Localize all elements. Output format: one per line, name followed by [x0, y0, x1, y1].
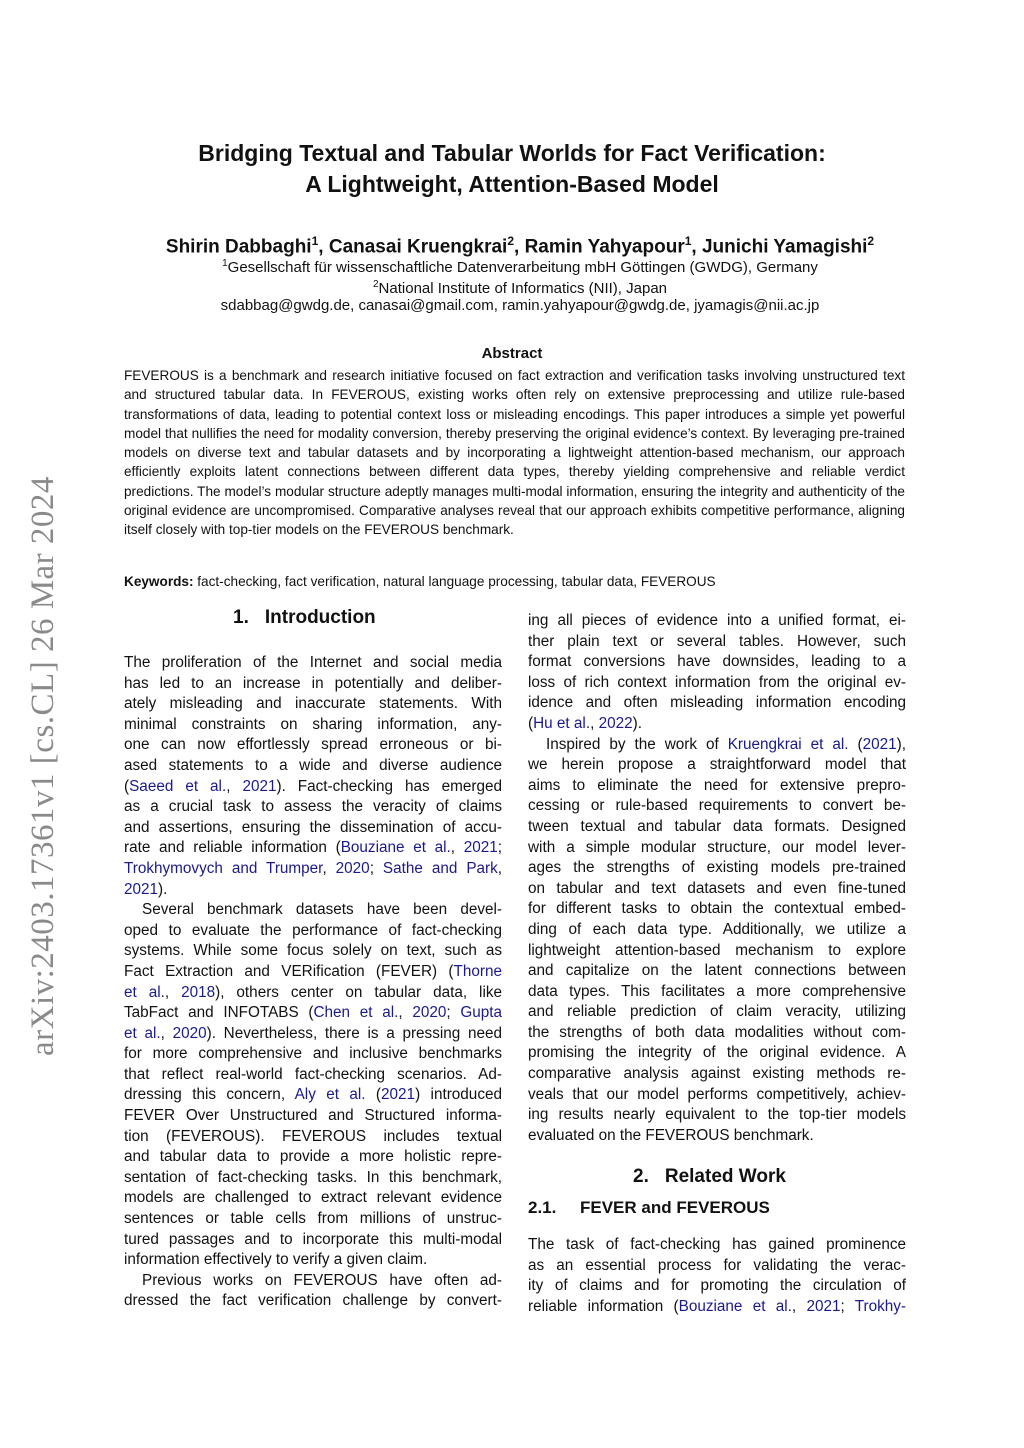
text-line [528, 714, 906, 735]
text-line [528, 858, 906, 879]
author-affiliation-mark: 2 [507, 234, 514, 248]
text-segment: Inspired by the work of [546, 735, 728, 753]
text-line [124, 1085, 502, 1106]
affiliation-number: 2 [372, 279, 379, 290]
text-line [124, 838, 502, 859]
subsection-number: 2.1. [528, 1198, 557, 1217]
text-line [528, 838, 906, 859]
text-line [528, 920, 906, 941]
text-line [124, 880, 502, 901]
text-segment: systems. While some focus solely on text, such as [124, 942, 502, 960]
text-line [528, 1105, 906, 1126]
text-segment: ing results nearly equivalent to the top-tier models [528, 1106, 906, 1124]
text-segment: cessing or rule-based requirements to convert be- [528, 797, 906, 815]
section-number: 2. [633, 1166, 649, 1187]
section-title: Introduction [264, 607, 376, 628]
text-segment: for different tasks to obtain the contextual embed- [528, 900, 906, 918]
text-line [528, 1043, 906, 1064]
text-segment: ased statements to a wide and diverse audience [124, 756, 502, 774]
text-segment: as an essential process for validating the verac- [528, 1256, 906, 1274]
keywords-label: Keywords: [124, 574, 194, 589]
text-segment: ther plain text or several tables. However, such [528, 632, 906, 650]
text-segment: oped to evaluate the performance of fact-checking [124, 921, 502, 939]
text-line [528, 961, 906, 982]
text-line [124, 777, 502, 798]
text-line [124, 1271, 502, 1292]
text-segment: idence and often misleading information encoding [528, 694, 906, 712]
text-segment: we herein propose a straightforward model that [528, 756, 906, 774]
text-line [124, 1230, 502, 1251]
text-segment: TabFact and INFOTABS ( [124, 1004, 314, 1022]
text-segment: sentences or table cells from millions of unstruc- [124, 1210, 502, 1228]
text-segment: ding of each data type. Additionally, we utilize a [528, 920, 906, 938]
paper-title [0, 138, 1024, 200]
text-line [528, 796, 906, 817]
citation-link[interactable]: Gupta [460, 1004, 502, 1022]
text-segment: ) introduced [415, 1086, 502, 1104]
text-segment: , [160, 1024, 173, 1042]
text-line [124, 1291, 502, 1312]
citation-link[interactable]: Saeed et al. [129, 777, 227, 795]
text-line [124, 1188, 502, 1209]
text-segment: as a crucial task to assess the veracity of claims [124, 798, 502, 816]
text-line [124, 1127, 502, 1148]
text-line [528, 693, 906, 714]
text-line [528, 1235, 906, 1256]
text-line [124, 1168, 502, 1189]
text-line [124, 735, 502, 756]
text-segment: tured passages and to incorporate this multi-modal [124, 1230, 502, 1248]
text-segment: and capitalize on the latent connections between [528, 962, 906, 980]
text-line [124, 1024, 502, 1045]
text-segment: The task of fact-checking has gained prominence [528, 1236, 906, 1253]
text-segment: promising the integrity of the original evidence. A [528, 1044, 906, 1062]
text-segment: has led to an increase in potentially and deliber- [124, 674, 502, 692]
author-emails: sdabbag@gwdg.de, canasai@gmail.com, ramin.yahyapour@gwdg.de, jyamagis@nii.ac.jp [220, 297, 820, 314]
text-segment: sentation of fact-checking tasks. In this benchmark, [124, 1168, 502, 1186]
text-line [124, 1209, 502, 1230]
affiliation-text: Gesellschaft für wissenschaftliche Datenverarbeitung mbH Göttingen (GWDG), Germany [227, 259, 818, 276]
text-segment: tion (FEVEROUS). FEVEROUS includes textual [124, 1127, 502, 1145]
text-line [124, 1106, 502, 1127]
text-line [124, 962, 502, 983]
text-segment: , [450, 839, 464, 857]
text-line [528, 817, 906, 838]
author-affiliation-mark: 2 [867, 234, 875, 248]
text-segment: data types. This facilitates a more comprehensive [528, 982, 906, 1000]
text-segment: that reflect real-world fact-checking scenarios. Ad- [124, 1065, 502, 1083]
text-segment: evaluated on the FEVEROUS benchmark. [528, 1126, 814, 1144]
text-segment: ; [446, 1004, 461, 1022]
citation-link[interactable]: Sathe and Park [382, 859, 498, 877]
section-title: Related Work [664, 1166, 786, 1187]
author-name: Junichi Yamagishi [701, 236, 868, 258]
citation-link[interactable]: Bouziane et al. [678, 1297, 792, 1315]
text-line [528, 879, 906, 900]
text-line [124, 921, 502, 942]
citation-link[interactable]: Aly et al. [294, 1086, 366, 1104]
text-line [528, 673, 906, 694]
text-segment: reliable information ( [528, 1297, 679, 1315]
text-segment: and reliable prediction of claim veracity, utilizing [528, 1003, 906, 1021]
keywords [124, 574, 924, 589]
text-line [124, 1003, 502, 1024]
text-segment: loss of rich context information from the original ev- [528, 673, 906, 691]
text-segment: ity of claims and for promoting the circulation of [528, 1277, 906, 1295]
citation-link[interactable]: 2018 [181, 983, 216, 1001]
text-segment: Previous works on FEVEROUS have often ad- [142, 1271, 502, 1289]
citation-link[interactable]: 2022 [598, 714, 633, 732]
text-line [124, 694, 502, 715]
section-heading-introduction [233, 607, 376, 629]
text-line [124, 674, 502, 695]
citation-link[interactable]: et al. [124, 1024, 161, 1042]
citation-link[interactable]: 2021 [806, 1297, 841, 1315]
text-segment: ). [158, 880, 168, 898]
text-segment: , [791, 1297, 807, 1315]
text-segment: and tabular data to provide a more holistic repre- [124, 1148, 502, 1166]
text-line [528, 755, 906, 776]
text-segment: one can now effortlessly spread erroneous or bi- [124, 736, 502, 754]
citation-link[interactable]: 2021 [124, 880, 159, 898]
citation-link[interactable]: et al. [124, 983, 165, 1001]
author-affiliation-mark: 1 [311, 234, 319, 248]
text-segment: and assertions, ensuring the dissemination of accu- [124, 818, 502, 836]
text-segment: for more comprehensive and inclusive benchmarks [124, 1045, 502, 1063]
text-segment: ages the strengths of existing models pre-trained [528, 859, 906, 877]
text-segment: ( [124, 777, 130, 795]
citation-link[interactable]: 2020 [412, 1004, 447, 1022]
text-line [528, 611, 906, 632]
citation-link[interactable]: Trokhy- [854, 1297, 906, 1315]
text-segment: ; [369, 859, 383, 877]
text-segment: FEVER Over Unstructured and Structured informa- [124, 1107, 502, 1125]
author-list: Shirin Dabbaghi$^1$, Canasai Kruengkrai$^2$, Ramin Yahyapour$^1$, Junichi Yamagishi$^2$ [165, 234, 875, 258]
text-segment: ( [365, 1086, 382, 1104]
related-work-text [528, 1235, 906, 1317]
text-segment: ( [528, 714, 534, 732]
citation-link[interactable]: Bouziane et al. [340, 839, 451, 857]
subsection-heading-fever [528, 1198, 770, 1218]
subsection-title: FEVER and FEVEROUS [580, 1198, 770, 1217]
text-segment: minimal constraints on sharing information, any- [124, 715, 502, 733]
abstract-heading: Abstract [481, 345, 543, 362]
text-segment: ( [848, 735, 863, 753]
affiliation-text: National Institute of Informatics (NII), Japan [378, 280, 668, 297]
text-line [528, 776, 906, 797]
text-line [528, 652, 906, 673]
author-affiliation-mark: 1 [684, 234, 692, 248]
text-line [528, 632, 906, 653]
text-line [528, 1256, 906, 1277]
keywords-text: fact-checking, fact verification, natural language processing, tabular data, FEVEROUS [193, 574, 716, 589]
text-segment: Fact Extraction and VERification (FEVER) ( [124, 962, 454, 980]
text-segment: Several benchmark datasets have been devel- [142, 901, 502, 919]
text-segment: aims to eliminate the need for extensive prepro- [528, 776, 906, 794]
text-segment: ; [840, 1297, 855, 1315]
text-segment: comparative analysis against existing methods re- [528, 1065, 906, 1083]
title-line-2: A Lightweight, Attention-Based Model [305, 171, 719, 197]
citation-link[interactable]: 2020 [335, 859, 370, 877]
citation-link[interactable]: Trokhymovych and Trumper [124, 859, 323, 877]
text-segment: , [226, 777, 243, 795]
text-line [124, 1250, 502, 1271]
author-name: Canasai Kruengkrai [328, 236, 508, 258]
text-segment: , [590, 714, 599, 732]
citation-link[interactable]: 2021 [242, 777, 277, 795]
text-segment: format conversions have downsides, leading to a [528, 653, 906, 671]
text-line [528, 1064, 906, 1085]
text-line [528, 1126, 906, 1147]
text-segment: , [322, 859, 336, 877]
left-column-text [124, 653, 502, 1312]
text-line [124, 1147, 502, 1168]
text-segment: dressing this concern, [124, 1086, 295, 1104]
text-line [124, 983, 502, 1004]
text-segment: , [164, 983, 182, 1001]
citation-link[interactable]: Thorne [453, 962, 502, 980]
affiliation-number: 1 [222, 258, 228, 269]
text-line [124, 797, 502, 818]
text-segment: with a simple modular structure, our model lever- [528, 838, 906, 856]
text-segment: , [398, 1004, 413, 1022]
text-line [528, 1276, 906, 1297]
text-line [124, 900, 502, 921]
text-line [124, 756, 502, 777]
text-segment: ), others center on tabular data, like [215, 983, 503, 1001]
text-segment: tween textual and tabular data formats. Designed [528, 817, 906, 835]
text-line [528, 735, 906, 756]
text-segment: , [497, 859, 503, 877]
text-line [528, 1085, 906, 1106]
text-segment: dressed the fact verification challenge by convert- [124, 1292, 502, 1310]
text-segment: lightweight attention-based mechanism to explore [528, 941, 906, 959]
text-segment: the strengths of both data modalities without com- [528, 1023, 906, 1041]
text-segment: ately misleading and inaccurate statements. With [124, 695, 502, 713]
text-segment: rate and reliable information ( [124, 839, 341, 857]
text-line [124, 859, 502, 880]
abstract-text: FEVEROUS is a benchmark and research initiative focused on fact extraction and verification tasks involving unstructured text and structured tabular data. In FEVEROUS, existing works often rely on extensive preprocessing and utilize rule-based transformations of data, leading to potential context loss or misleading encodings. This paper introduces a simple yet powerful model that nullifies the need for modality conversion, thereby preserving the original evidence’s context. By leveraging pre-trained models on diverse text and tabular datasets and by incorporating a lightweight attention-based mechanism, our approach efficiently exploits latent connections between different data types, thereby yielding comprehensive and reliable verdict predictions. The model’s modular structure adeptly manages multi-modal information, ensuring the integrity and authenticity of the original evidence are uncompromised. Comparative analyses reveal that our approach exhibits competitive performance, aligning itself closely with top-tier models on the FEVEROUS benchmark. [124, 368, 905, 538]
author-name: Ramin Yahyapour [524, 236, 685, 258]
citation-link[interactable]: Hu et al. [533, 714, 591, 732]
text-line [528, 941, 906, 962]
text-segment: information effectively to verify a given claim. [124, 1251, 428, 1269]
text-segment: ing all pieces of evidence into a unified format, ei- [528, 612, 906, 629]
text-line [528, 1297, 906, 1318]
text-segment: The proliferation of the Internet and social media [124, 654, 502, 671]
arxiv-identifier: arXiv:2403.17361v1 [cs.CL] 26 Mar 2024 [25, 476, 61, 1056]
text-line [528, 982, 906, 1003]
citation-link[interactable]: 2021 [463, 839, 498, 857]
text-segment: on tabular and text datasets and even fine-tuned [528, 879, 906, 897]
citation-link[interactable]: 2021 [862, 735, 897, 753]
text-segment: ), [896, 735, 906, 753]
text-segment: ). Fact-checking has emerged [276, 777, 502, 795]
title-line-1: Bridging Textual and Tabular Worlds for Fact Verification: [198, 140, 826, 166]
text-line [528, 1002, 906, 1023]
text-line [124, 653, 502, 674]
text-line [528, 1023, 906, 1044]
citation-link[interactable]: 2020 [172, 1024, 207, 1042]
citation-link[interactable]: 2021 [381, 1086, 416, 1104]
text-line [528, 899, 906, 920]
text-segment: ). Nevertheless, there is a pressing need [206, 1024, 503, 1042]
text-segment: ; [497, 839, 503, 857]
text-line [124, 1065, 502, 1086]
text-segment: models are challenged to extract relevant evidence [124, 1189, 502, 1207]
text-line [124, 715, 502, 736]
right-column-text [528, 611, 906, 1146]
text-segment: veals that our model performs competitively, achiev- [528, 1085, 906, 1103]
section-heading-related-work [633, 1166, 786, 1188]
text-line [124, 1044, 502, 1065]
citation-link[interactable]: Kruengkrai et al. [727, 735, 849, 753]
text-line [124, 818, 502, 839]
section-number: 1. [233, 607, 249, 628]
citation-link[interactable]: Chen et al. [313, 1004, 399, 1022]
author-name: Shirin Dabbaghi [165, 236, 312, 258]
text-segment: ). [632, 714, 642, 732]
text-line [124, 941, 502, 962]
